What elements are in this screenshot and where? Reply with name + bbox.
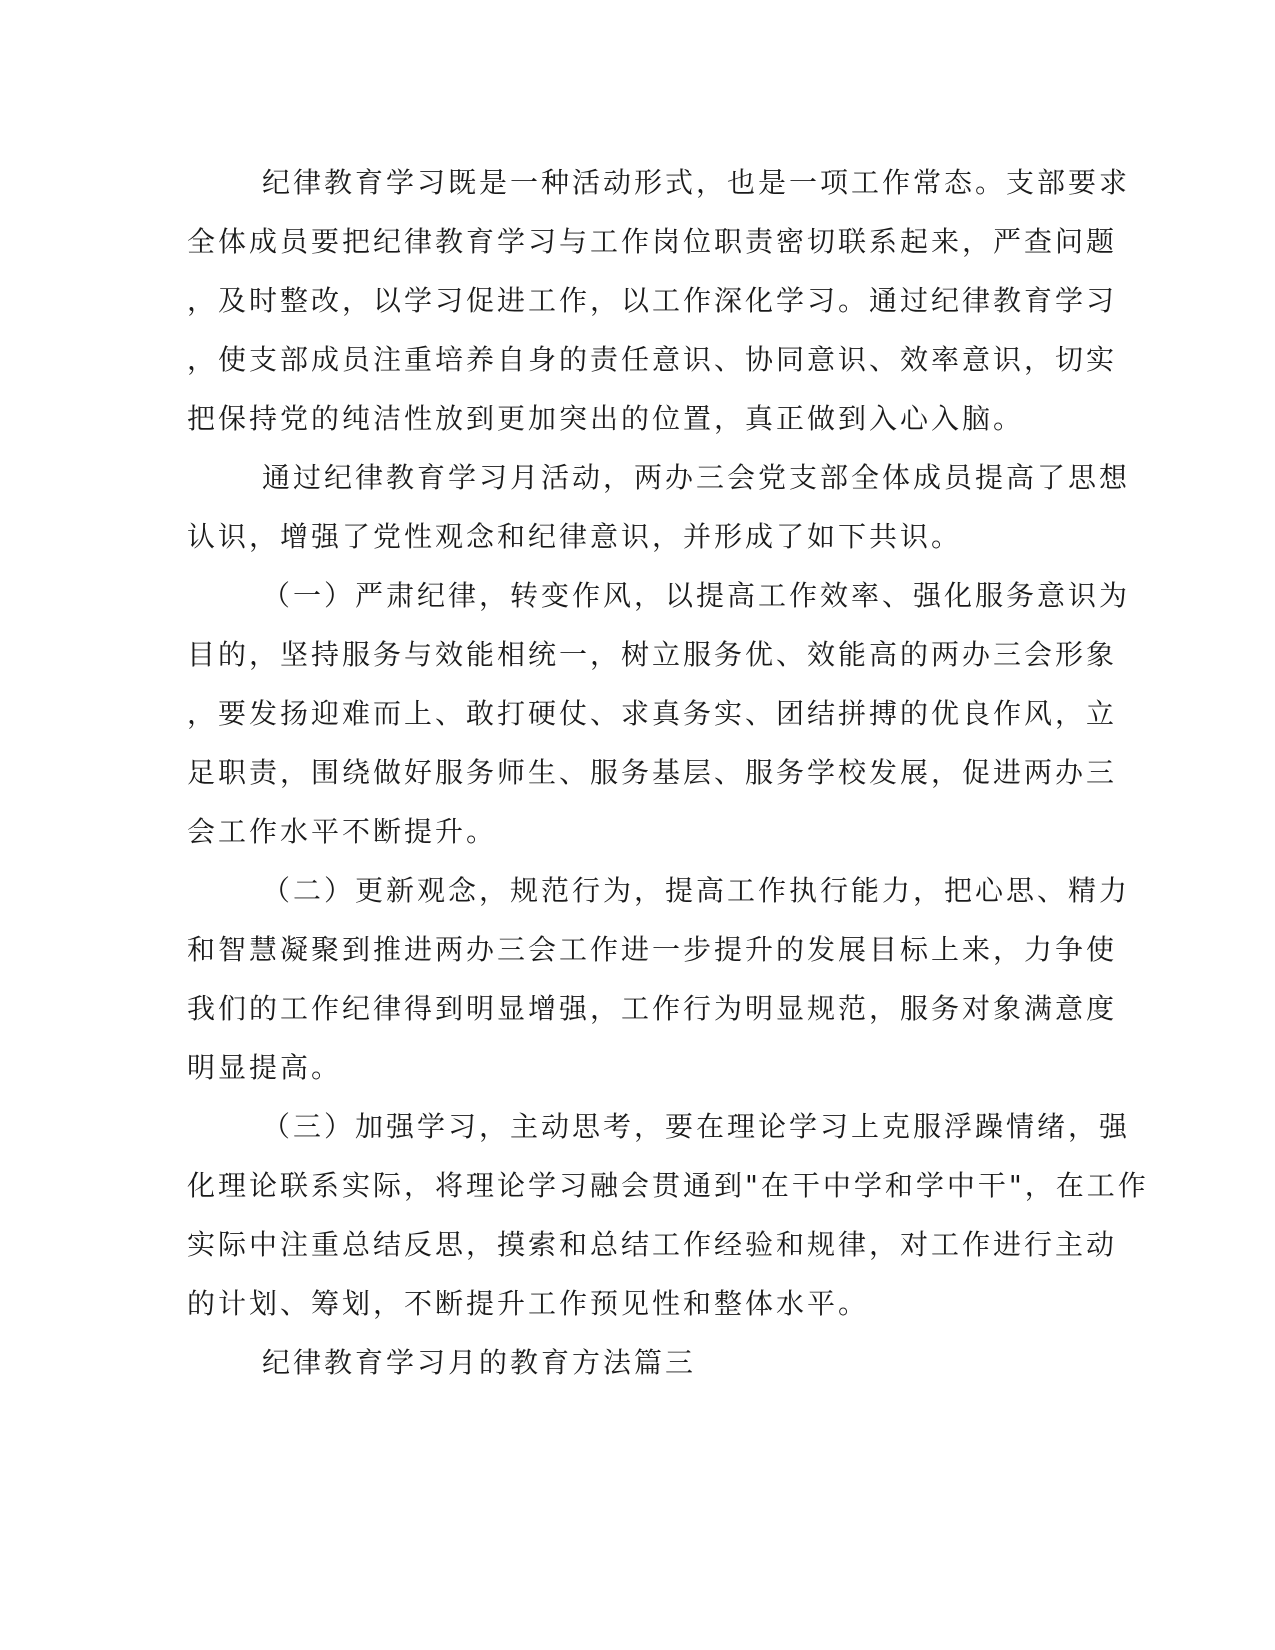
text-line: 我们的工作纪律得到明显增强，工作行为明显规范，服务对象满意度 (187, 992, 1118, 1025)
text-line: 实际中注重总结反思，摸索和总结工作经验和规律，对工作进行主动 (187, 1228, 1118, 1261)
text-line: （一）严肃纪律，转变作风，以提高工作效率、强化服务意识为 (262, 579, 1131, 612)
text-line: 认识，增强了党性观念和纪律意识，并形成了如下共识。 (187, 520, 963, 553)
text-line: 会工作水平不断提升。 (187, 815, 498, 848)
text-line: （三）加强学习，主动思考，要在理论学习上克服浮躁情绪，强 (262, 1110, 1131, 1143)
text-line: 和智慧凝聚到推进两办三会工作进一步提升的发展目标上来，力争使 (187, 933, 1118, 966)
text-line: ，要发扬迎难而上、敢打硬仗、求真务实、团结拼搏的优良作风，立 (187, 697, 1118, 730)
text-line: 目的，坚持服务与效能相统一，树立服务优、效能高的两办三会形象 (187, 638, 1118, 671)
section-heading: 纪律教育学习月的教育方法篇三 (262, 1346, 697, 1379)
text-line: 化理论联系实际，将理论学习融会贯通到"在干中学和学中干"，在工作 (187, 1169, 1149, 1202)
text-line: 全体成员要把纪律教育学习与工作岗位职责密切联系起来，严查问题 (187, 225, 1118, 258)
text-line: ，及时整改，以学习促进工作，以工作深化学习。通过纪律教育学习 (187, 284, 1118, 317)
text-line: ，使支部成员注重培养自身的责任意识、协同意识、效率意识，切实 (187, 343, 1118, 376)
text-line: 通过纪律教育学习月活动，两办三会党支部全体成员提高了思想 (262, 461, 1131, 494)
text-line: 把保持党的纯洁性放到更加突出的位置，真正做到入心入脑。 (187, 402, 1025, 435)
text-line: （二）更新观念，规范行为，提高工作执行能力，把心思、精力 (262, 874, 1131, 907)
text-line: 足职责，围绕做好服务师生、服务基层、服务学校发展，促进两办三 (187, 756, 1118, 789)
text-line: 纪律教育学习既是一种活动形式，也是一项工作常态。支部要求 (262, 166, 1131, 199)
text-line: 的计划、筹划，不断提升工作预见性和整体水平。 (187, 1287, 870, 1320)
text-line: 明显提高。 (187, 1051, 343, 1084)
